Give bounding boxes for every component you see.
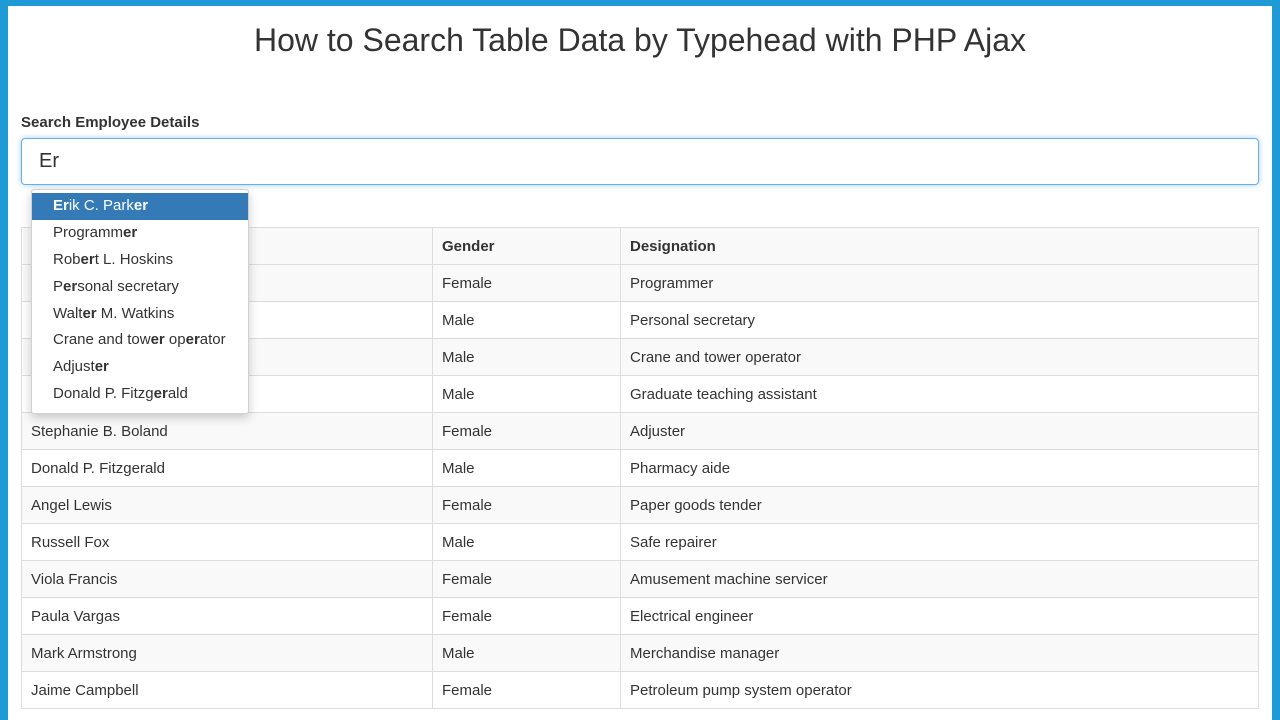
search-label: Search Employee Details: [21, 114, 200, 131]
cell-name: Jaime Campbell: [22, 672, 433, 709]
search-input[interactable]: [21, 138, 1259, 185]
typeahead-suggestion[interactable]: Robert L. Hoskins: [53, 250, 174, 268]
cell-designation: Amusement machine servicer: [621, 561, 1259, 598]
column-header-designation[interactable]: Designation: [621, 228, 1259, 265]
table-row: [22, 524, 1259, 561]
table-row: [22, 561, 1259, 598]
cell-name: Paula Vargas: [22, 598, 433, 635]
cell-gender: Male: [433, 339, 621, 376]
cell-gender: Female: [433, 598, 621, 635]
cell-gender: Female: [433, 265, 621, 302]
cell-gender: Male: [433, 524, 621, 561]
table-row: [22, 672, 1259, 709]
cell-designation: Safe repairer: [621, 524, 1259, 561]
cell-designation: Personal secretary: [621, 302, 1259, 339]
cell-gender: Female: [433, 561, 621, 598]
table-row: [22, 635, 1259, 672]
typeahead-suggestion[interactable]: Erik C. Parker: [32, 193, 248, 220]
cell-name: Viola Francis: [22, 561, 433, 598]
table-row: [22, 450, 1259, 487]
cell-designation: Programmer: [621, 265, 1259, 302]
cell-designation: Merchandise manager: [621, 635, 1259, 672]
table-row: [22, 598, 1259, 635]
typeahead-suggestion[interactable]: Walter M. Watkins: [53, 304, 175, 322]
cell-name: Donald P. Fitzgerald: [22, 450, 433, 487]
cell-gender: Male: [433, 450, 621, 487]
cell-designation: Graduate teaching assistant: [621, 376, 1259, 413]
typeahead-suggestion[interactable]: Crane and tower operator: [53, 331, 226, 349]
typeahead-suggestion[interactable]: Donald P. Fitzgerald: [53, 385, 188, 403]
cell-gender: Female: [433, 487, 621, 524]
cell-name: Russell Fox: [22, 524, 433, 561]
table-row: [22, 487, 1259, 524]
cell-designation: Petroleum pump system operator: [621, 672, 1259, 709]
cell-gender: Female: [433, 672, 621, 709]
cell-gender: Male: [433, 302, 621, 339]
cell-gender: Female: [433, 413, 621, 450]
typeahead-suggestion[interactable]: Programmer: [53, 223, 138, 241]
cell-name: Angel Lewis: [22, 487, 433, 524]
cell-designation: Paper goods tender: [621, 487, 1259, 524]
cell-designation: Pharmacy aide: [621, 450, 1259, 487]
typeahead-suggestion[interactable]: Personal secretary: [53, 277, 179, 295]
typeahead-suggestion[interactable]: Adjuster: [53, 358, 109, 376]
cell-designation: Crane and tower operator: [621, 339, 1259, 376]
cell-gender: Male: [433, 635, 621, 672]
cell-name: Mark Armstrong: [22, 635, 433, 672]
cell-gender: Male: [433, 376, 621, 413]
cell-name: Stephanie B. Boland: [22, 413, 433, 450]
table-row: [22, 413, 1259, 450]
typeahead-dropdown: [31, 189, 249, 414]
cell-designation: Electrical engineer: [621, 598, 1259, 635]
cell-designation: Adjuster: [621, 413, 1259, 450]
page-title: How to Search Table Data by Typehead with PHP Ajax: [253, 22, 1026, 58]
column-header-gender[interactable]: Gender: [433, 228, 621, 265]
